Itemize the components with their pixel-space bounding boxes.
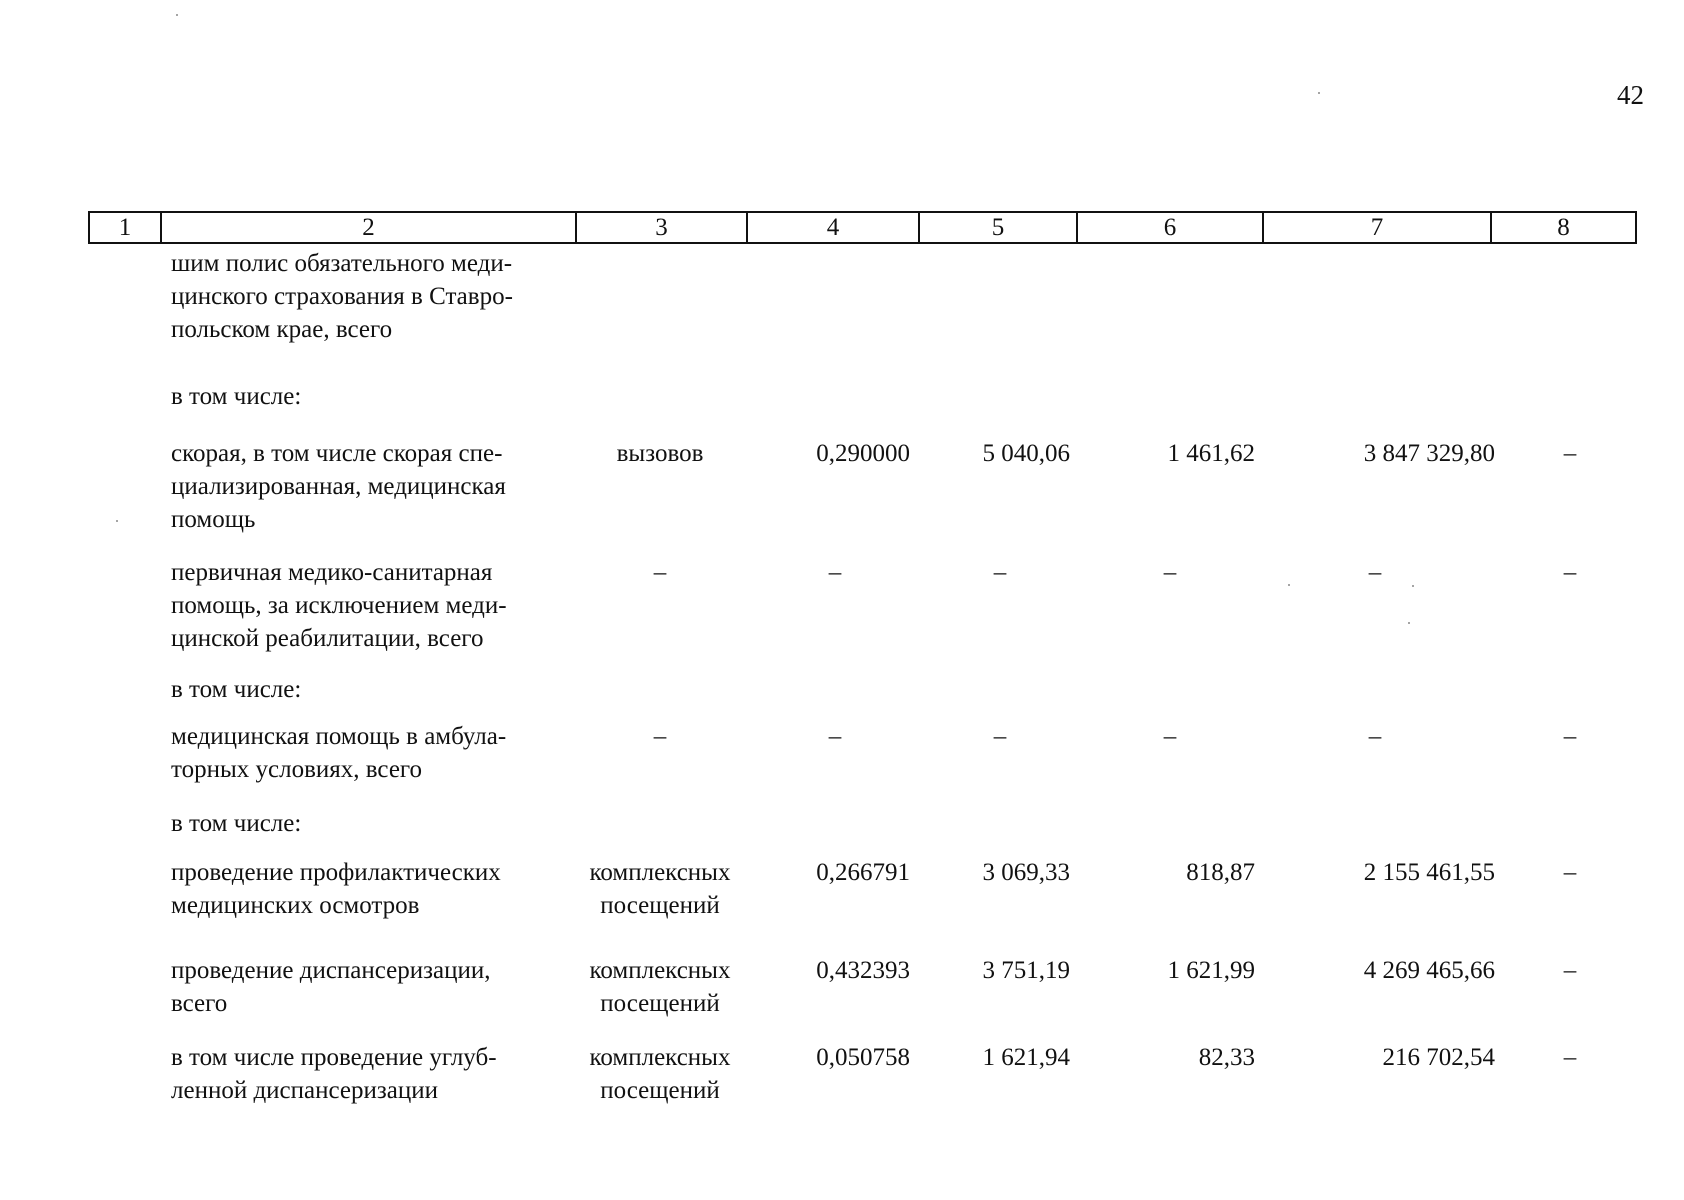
cost-cell: – xyxy=(993,723,1007,750)
per-capita-cell: – xyxy=(1163,723,1177,750)
per-capita-cell: 1 621,99 xyxy=(1167,957,1255,984)
per-capita-cell: – xyxy=(1163,559,1177,586)
scan-speck xyxy=(1408,622,1410,624)
row-label: проведение профилактических медицинских осмотров xyxy=(171,859,501,919)
total-cell: – xyxy=(1368,559,1382,586)
col8-cell: – xyxy=(1563,559,1577,586)
row-label: медицинская помощь в амбула- торных условиях, всего xyxy=(171,723,507,783)
cost-cell: – xyxy=(993,559,1007,586)
per-capita-cell: 82,33 xyxy=(1198,1044,1255,1071)
header-col-2: 2 xyxy=(161,212,576,243)
scan-speck xyxy=(116,520,118,522)
row-label: скорая, в том числе скорая спе- циализированная, медицинская помощь xyxy=(171,440,506,533)
total-cell: 3 847 329,80 xyxy=(1363,440,1495,467)
total-cell: – xyxy=(1368,723,1382,750)
unit-cell: комплексных посещений xyxy=(589,957,731,1017)
unit-cell: – xyxy=(653,723,667,750)
norm-cell: – xyxy=(828,559,842,586)
total-cell: 2 155 461,55 xyxy=(1363,859,1495,886)
scan-speck xyxy=(1318,92,1320,94)
scan-speck xyxy=(1288,584,1290,586)
header-col-3: 3 xyxy=(576,212,747,243)
cost-cell: 5 040,06 xyxy=(982,440,1070,467)
header-col-4: 4 xyxy=(747,212,919,243)
cost-cell: 3 069,33 xyxy=(982,859,1070,886)
row-label: первичная медико-санитарная помощь, за исключением меди- цинской реабилитации, всего xyxy=(171,559,507,652)
unit-cell: вызовов xyxy=(616,440,704,467)
row-label: проведение диспансеризации, всего xyxy=(171,957,491,1017)
norm-cell: 0,432393 xyxy=(816,957,910,984)
unit-cell: – xyxy=(653,559,667,586)
row-label: в том числе: xyxy=(171,676,302,703)
total-cell: 216 702,54 xyxy=(1382,1044,1495,1071)
unit-cell: комплексных посещений xyxy=(589,859,731,919)
scan-speck xyxy=(1412,585,1414,587)
cost-cell: 1 621,94 xyxy=(982,1044,1070,1071)
total-cell: 4 269 465,66 xyxy=(1363,957,1495,984)
row-label: в том числе: xyxy=(171,810,302,837)
unit-cell: комплексных посещений xyxy=(589,1044,731,1104)
row-label: шим полис обязательного меди- цинского страхования в Ставро- польском крае, всего xyxy=(171,250,513,343)
header-col-7: 7 xyxy=(1263,212,1491,243)
header-col-5: 5 xyxy=(919,212,1077,243)
norm-cell: – xyxy=(828,723,842,750)
header-col-6: 6 xyxy=(1077,212,1263,243)
header-col-1: 1 xyxy=(89,212,161,243)
page-number: 42 xyxy=(1617,80,1644,110)
col8-cell: – xyxy=(1563,440,1577,467)
norm-cell: 0,290000 xyxy=(816,440,910,467)
row-label: в том числе проведение углуб- ленной диспансеризации xyxy=(171,1044,497,1104)
per-capita-cell: 818,87 xyxy=(1186,859,1255,886)
col8-cell: – xyxy=(1563,723,1577,750)
header-col-8: 8 xyxy=(1491,212,1636,243)
row-label: в том числе: xyxy=(171,383,302,410)
norm-cell: 0,050758 xyxy=(816,1044,910,1071)
col8-cell: – xyxy=(1563,859,1577,886)
column-number-header xyxy=(88,211,1637,244)
per-capita-cell: 1 461,62 xyxy=(1167,440,1255,467)
col8-cell: – xyxy=(1563,957,1577,984)
norm-cell: 0,266791 xyxy=(816,859,910,886)
scan-speck xyxy=(176,14,178,16)
cost-cell: 3 751,19 xyxy=(982,957,1070,984)
col8-cell: – xyxy=(1563,1044,1577,1071)
